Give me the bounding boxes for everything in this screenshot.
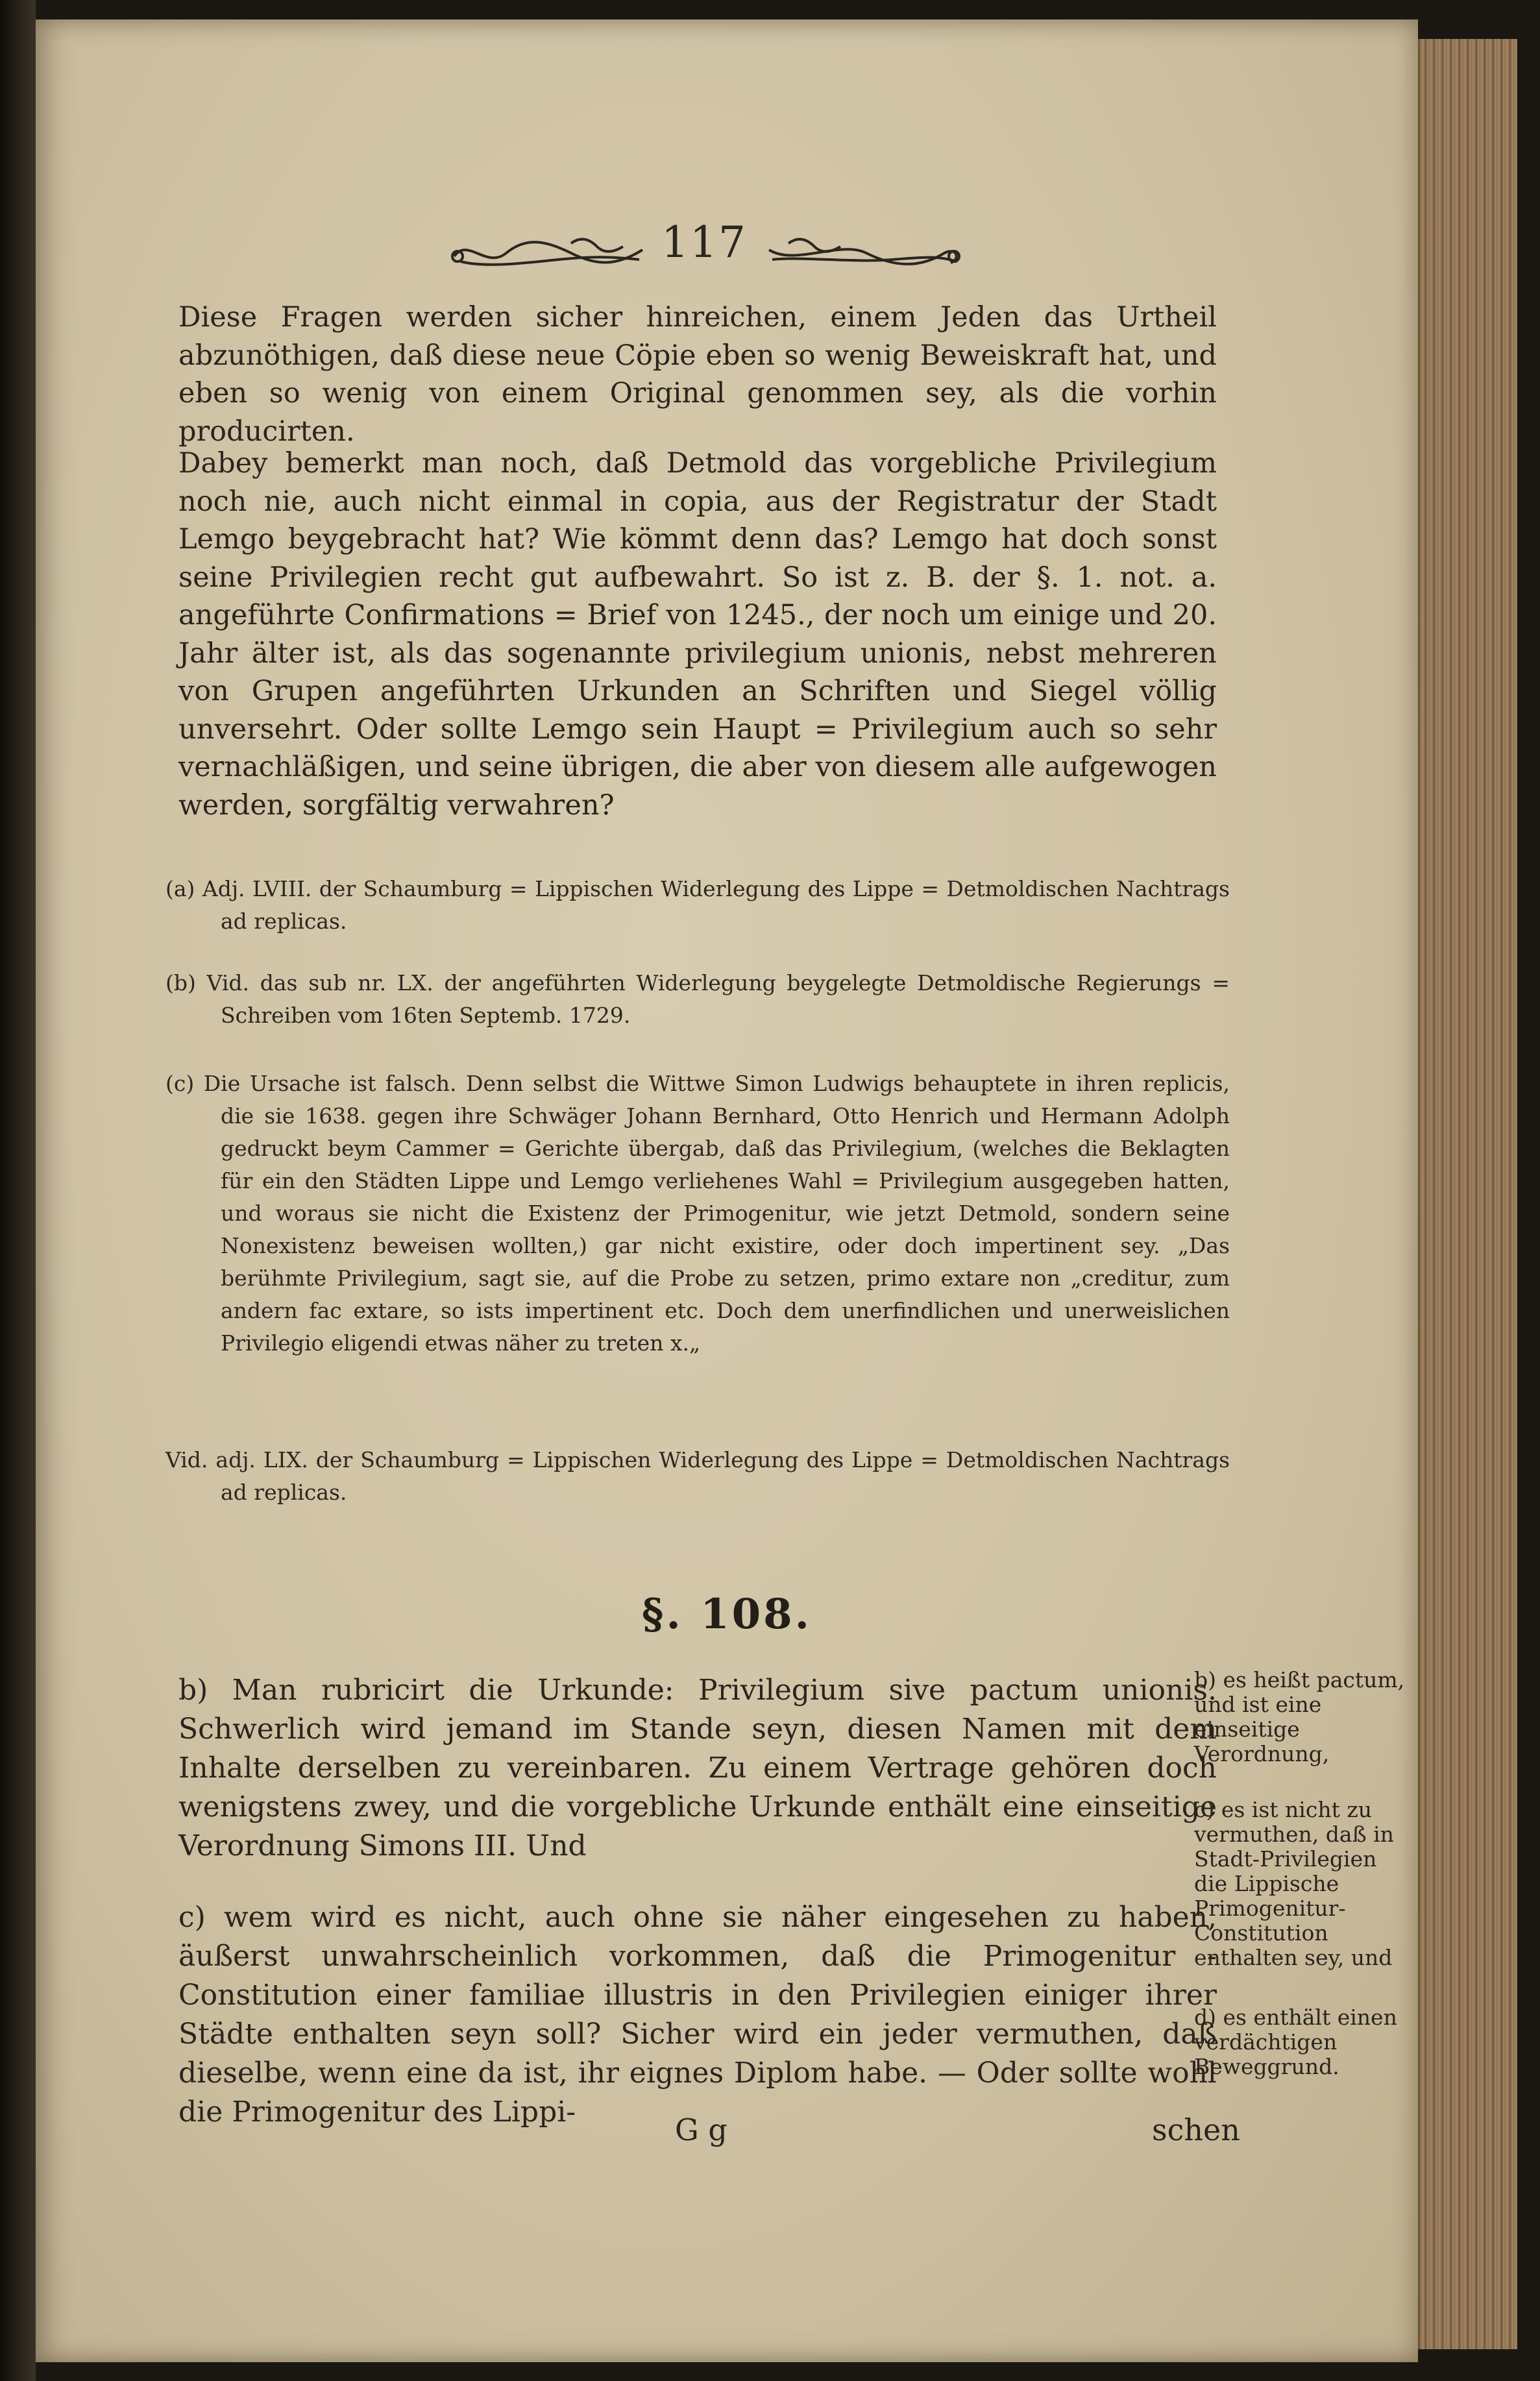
catchword: schen	[1152, 2112, 1240, 2147]
paragraph-text: b) Man rubricirt die Urkunde: Privilegium sive pactum unionis. Schwerlich wird jemand im Stande seyn, diesen Namen mit dem Inhalte derselben zu vereinbaren. Zu einem Vertrage gehören doch wenigstens zwey, und die vorgebliche Urkunde enthält eine einseitige Verordnung Simons III. Und	[178, 1674, 1217, 1862]
book-page	[36, 19, 1418, 2362]
page-block-edges	[1418, 39, 1517, 2349]
paragraph-text: Diese Fragen werden sicher hinreichen, einem Jeden das Urtheil abzunöthigen, daß diese neue Cöpie eben so wenig Beweiskraft hat, und eben so wenig von einem Original genommen sey, als die vorhin producirten.	[178, 301, 1217, 448]
footnote-a	[165, 873, 1230, 938]
paragraph-text: c) wem wird es nicht, auch ohne sie näher eingesehen zu haben, äußerst unwahrscheinlich vorkommen, daß die Primogenitur - Constitution einer familiae illustris in den Privilegien einiger ihrer Städte enthalten seyn soll? Sicher wird ein jeder vermuthen, daß dieselbe, wenn eine da ist, ihr eignes Diplom habe. — Oder sollte wohl die Primogenitur des Lippi-	[178, 1901, 1217, 2129]
section-paragraph-c	[178, 1898, 1217, 2132]
footnote-mark: (b)	[165, 970, 196, 995]
paragraph-text: Dabey bemerkt man noch, daß Detmold das vorgebliche Privilegium noch nie, auch nicht einmal in copia, aus der Registratur der Stadt Lemgo beygebracht hat? Wie kömmt denn das? Lemgo hat doch sonst seine Privilegien recht gut aufbewahrt. So ist z. B. der §. 1. not. a. angeführte Confirmations = Brief von 1245., der noch um einige und 20. Jahr älter ist, als das sogenannte privilegium unionis, nebst mehreren von Grupen angeführten Urkunden an Schriften und Siegel völlig unversehrt. Oder sollte Lemgo sein Haupt = Privilegium auch so sehr vernachläßigen, und seine übrigen, die aber von diesem alle aufgewogen werden, sorgfältig verwahren?	[178, 447, 1217, 822]
facing-page-edge	[0, 0, 36, 2381]
footnote-c	[165, 1068, 1230, 1360]
marginal-note-c: c) es ist nicht zu vermuthen, daß in Stadt-Privilegien die Lippische Primogenitur-Constitution enthalten sey, und	[1194, 1797, 1394, 1970]
section-title: §. 108.	[642, 1590, 812, 1639]
paragraph-1	[178, 299, 1217, 450]
section-paragraph-b	[178, 1671, 1217, 1866]
paragraph-2	[178, 445, 1217, 824]
page-number: 117	[661, 217, 747, 267]
footnote-text: Adj. LVIII. der Schaumburg = Lippischen Widerlegung des Lippe = Detmoldischen Nachtrags ad replicas.	[202, 876, 1230, 934]
page-header	[36, 217, 1418, 289]
footnote-mark: Vid.	[165, 1447, 208, 1472]
footnote-mark: (c)	[165, 1071, 195, 1096]
footnote-text: Die Ursache ist falsch. Denn selbst die Wittwe Simon Ludwigs behauptete in ihren replicis, die sie 1638. gegen ihre Schwäger Johann Bernhard, Otto Henrich und Hermann Adolph gedruckt beym Cammer = Gerichte übergab, daß das Privilegium, (welches die Beklagten für ein den Städten Lippe und Lemgo verliehenes Wahl = Privilegium ausgegeben hatten, und woraus sie nicht die Existenz der Primogenitur, wie jetzt Detmold, sondern seine Nonexistenz beweisen wollten,) gar nicht existire, oder doch impertinent sey. „Das berühmte Privilegium, sagt sie, auf die Probe zu setzen, primo extare non „creditur, zum andern fac extare, so ists impertinent etc. Doch dem unerfindlichen und unerweislichen Privilegio eligendi etwas näher zu treten x.„	[203, 1071, 1230, 1356]
page-footer	[36, 2112, 1418, 2158]
footnote-vid	[165, 1444, 1230, 1509]
footnote-b	[165, 967, 1230, 1032]
footnote-text: Vid. das sub nr. LX. der angeführten Widerlegung beygelegte Detmoldische Regierungs = Schreiben vom 16ten Septemb. 1729.	[206, 970, 1230, 1028]
footnote-mark: (a)	[165, 876, 195, 901]
marginal-note-d: d) es enthält einen verdächtigen Beweggrund.	[1194, 2005, 1397, 2079]
right-ornament-icon	[763, 230, 964, 276]
left-ornament-icon	[448, 230, 649, 276]
signature-mark: G g	[675, 2112, 727, 2147]
marginal-note-b: b) es heißt pactum, und ist eine einseitige Verordnung,	[1194, 1667, 1405, 1766]
footnote-text: adj. LIX. der Schaumburg = Lippischen Widerlegung des Lippe = Detmoldischen Nachtrags ad replicas.	[215, 1447, 1230, 1505]
